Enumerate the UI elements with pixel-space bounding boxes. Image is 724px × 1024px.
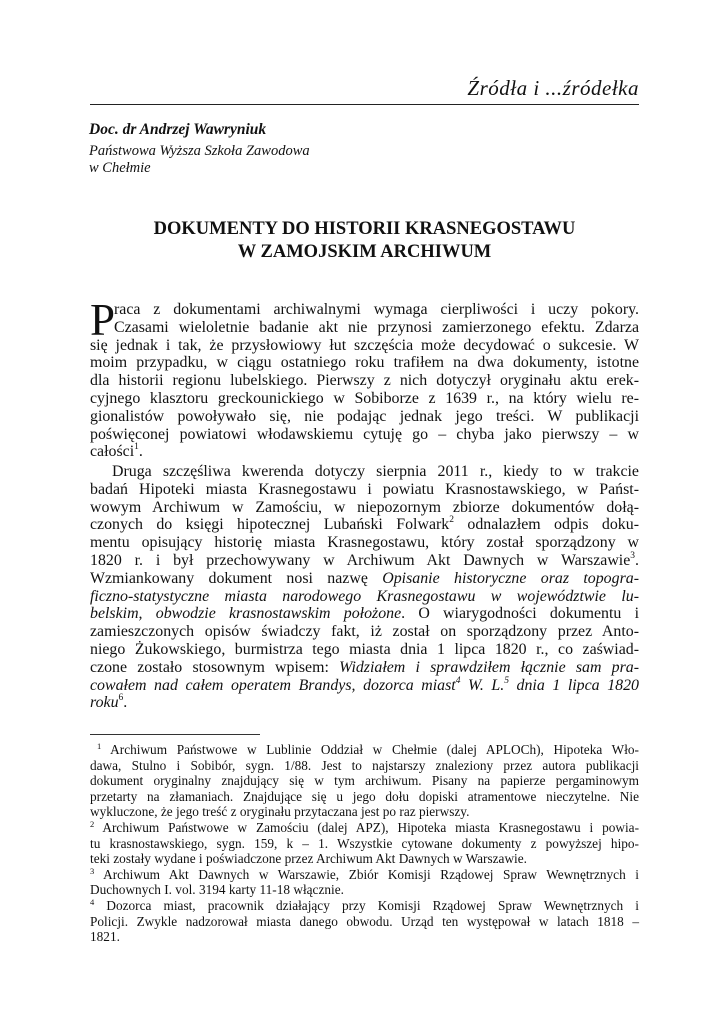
document-title-italic: Opisanie historyczne oraz topogra- [382,569,639,587]
body-line [90,588,639,606]
footnote-line: $^4$ Dozorca miast, pracownik działający przy Komisji Rządowej Spraw Wewnętrznych i [90,896,639,913]
quote-italic: roku [90,694,119,712]
footnote-ref[interactable]: 4 [455,675,461,686]
footnote-line: $^2$ Archiwum Państwowe w Zamościu (dalej APZ), Hipoteka miasta Krasnegostawu i powia- [90,818,639,835]
footnote-ref[interactable]: 5 [504,675,509,686]
body-line: wowym Archiwum w Zamościu, w niepozornym zbiorze dokumentów dołą- [90,498,639,516]
body-text: Wzmiankowany dokument nosi nazwę [90,569,383,587]
body-line: się jednak i tak, że przysłowiowy łut szczęścia może decydować o sukcesie. W [90,336,639,354]
body-text: . [123,694,128,712]
header-rule [90,104,639,105]
article-title [90,218,639,264]
body-line [90,443,639,461]
footnote-line: $^3$ Archiwum Akt Dawnych w Warszawie, Zbiór Komisji Rządowej Spraw Wewnętrznych i [90,865,639,882]
body-line [90,694,639,712]
body-line [90,570,639,588]
footnote-line: teki zostały wydane i poświadczone przez Archiwum Akt Dawnych w Warszawie. [90,851,527,867]
document-title-italic: belskim, obwodzie krasnostawskim położone [90,605,402,623]
body-line: niego Żukowskiego, burmistrza tego miasta dnia 1 lipca 1820 r., co zaświad- [90,640,639,658]
body-text: czone zostało stosownym wpisem: [90,658,340,676]
footnotes [90,742,639,945]
footnote-rule [90,734,260,735]
body-line [90,659,639,677]
body-line [90,605,639,623]
body-line: cyjnego klasztoru greckounickiego w Sobiborze z 1639 r., na który wielu re- [90,389,639,407]
author-name: Doc. dr Andrzej Wawryniuk [89,121,267,138]
footnote-line: wykluczone, że jego treść z oryginału przytaczana jest po raz pierwszy. [90,804,470,820]
footnote-line: dawa, Stulno i Sobibór, sygn. 1/88. Jest to najstarszy znaleziony przez autora publikacji [90,757,639,773]
footnote-line: Policji. Zwykle nadzorował miasta danego obwodu. Urząd ten występował w latach 1818 – [90,913,639,929]
paragraph-2 [90,463,639,712]
author-affiliation: Państwowa Wyższa Szkoła Zawodowa [89,143,310,159]
footnote-line: dokument oryginalny znajdujący się w tym archiwum. Pisany na papierze pergaminowym [90,773,639,789]
body-line: Czasami wieloletnie badanie akt nie przynosi zamierzonego efektu. Zdarza [114,318,639,336]
body-text: 1820 r. i był przechowywany w Archiwum Akt Dawnych w Warszawie [90,551,631,569]
author-affiliation-city: w Chełmie [89,160,151,176]
body-line: poświęconej powiatowi włodawskiemu cytuję go – chyba jako pierwszy – w [90,425,639,443]
body-line: gionalistów powoływało się, nie podając jednak jego treści. W publikacji [90,407,639,425]
title-line-1: DOKUMENTY DO HISTORII KRASNEGOSTAWU [153,219,576,239]
footnote-line: 1821. [90,929,120,945]
paragraph-1 [90,295,639,461]
body-text: całości [90,443,135,461]
footnote-ref[interactable]: 3 [630,550,636,561]
quote-italic: Widziałem i sprawdziłem łącznie sam pra- [339,658,639,676]
footnote-number: 4 [90,896,95,907]
body-line: Druga szczęśliwa kwerenda dotyczy sierpnia 2011 r., kiedy to w trakcie [112,463,639,480]
title-line-2: W ZAMOJSKIM ARCHIWUM [237,242,492,262]
body-line [90,677,639,695]
footnote-ref[interactable]: 1 [134,442,139,453]
quote-italic: cowałem nad całem operatem Brandys, dozorca miast$^4$ W. L.$^5$ dnia 1 lipca 1820 [90,675,639,694]
footnote-number: 3 [90,865,95,876]
body-text: czonych do księgi hipotecznej Lubański Folwark [90,516,450,534]
footnote-line: tu krasnostawskiego, sygn. 159, k – 1. Wszystkie cytowane dokumenty z powyższej hipo- [90,835,639,851]
footnote-number: 2 [90,818,95,829]
body-line [90,516,639,534]
footnote-ref[interactable]: 2 [449,515,454,526]
running-head: Źródła i ...źródełka [467,76,639,100]
body-text: . [635,551,639,569]
body-text: odnalazłem odpis doku- [453,516,639,534]
body-line: moim przypadku, w ciągu ostatniego roku trafiłem na dwa dokumenty, istotne [90,354,639,372]
footnote-ref[interactable]: 6 [118,693,124,704]
body-line: raca z dokumentami archiwalnymi wymaga cierpliwości i uczy pokory. [114,301,639,318]
drop-cap: P [90,295,116,345]
body-line: badań Hipoteki miasta Krasnegostawu i powiatu Krasnostawskiego, w Państ- [90,480,639,498]
body-line: dla historii regionu lubelskiego. Pierwszy z nich dotyczył oryginału aktu erek- [90,372,639,390]
footnote-line: $^1$ Archiwum Państwowe w Lublinie Oddział w Chełmie (dalej APLOCh), Hipoteka Wło- [97,741,639,757]
body-line [90,552,639,570]
body-text: . O wiarygodności dokumentu i [401,605,639,623]
body-line: zamieszczonych opisów świadczy fakt, iż został on sporządzony przez Anto- [90,623,639,641]
footnote-number: 1 [97,741,102,751]
footnote-line: przetarty na złamaniach. Znajdujące się u jego dołu dopiski atramentowe nieczytelne. Nie [90,788,639,804]
body-line: mentu opisujący historię miasta Krasnegostawu, który został sporządzony w [90,534,639,552]
body-text: . [138,443,143,461]
footnote-line: Duchownych I. vol. 3194 karty 11-18 włącznie. [90,882,344,898]
document-title-italic: ficzno-statystyczne miasta narodowego Krasnegostawu w województwie lu- [90,587,639,605]
